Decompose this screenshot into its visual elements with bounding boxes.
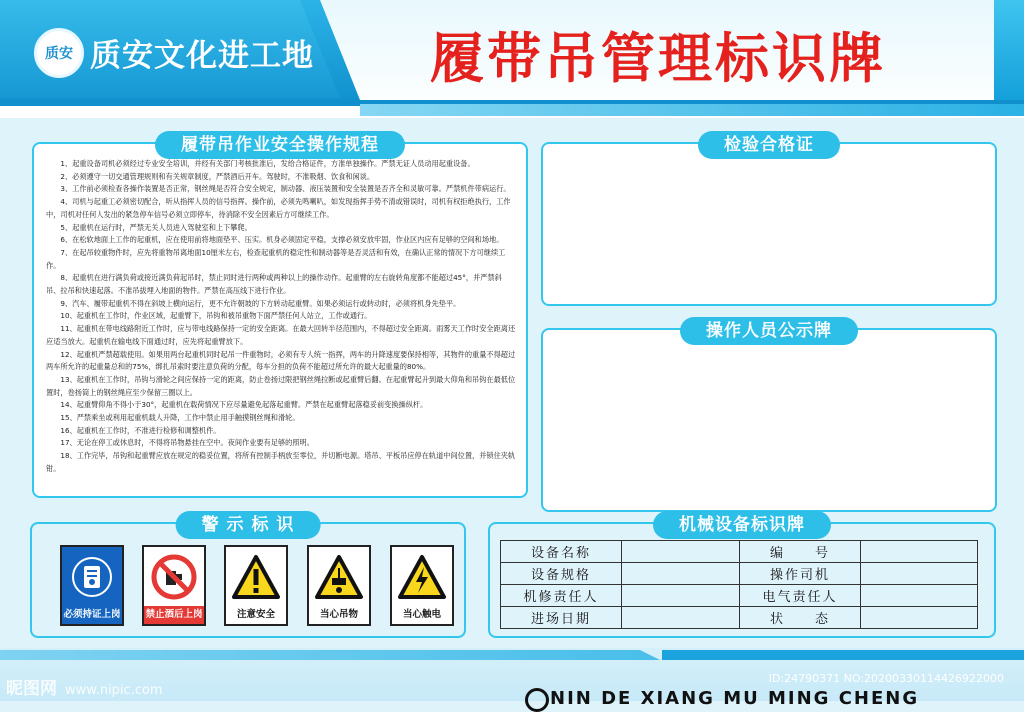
table-cell: 进场日期: [501, 607, 622, 629]
rule-item: 14、起重臂仰角不得小于30°，起重机在载荷情况下应尽量避免起落起重臂。严禁在起重臂起落稳妥前变换操纵杆。: [60, 400, 428, 410]
machine-title: 机械设备标识牌: [653, 511, 831, 539]
sign-caution: [224, 545, 288, 626]
watermark-url: www.nipic.com: [65, 683, 163, 698]
table-value-cell[interactable]: [622, 541, 740, 563]
sign-hanging-load: [307, 545, 371, 626]
sign-no-drinking: [142, 545, 206, 626]
table-row: [501, 585, 978, 607]
rule-item: 16、起重机在工作时，不准进行检修和调整机件。: [60, 425, 221, 435]
certificate-icon: [62, 547, 122, 606]
watermark-site: [6, 674, 163, 699]
logo: 质安: [34, 28, 84, 78]
certificate-panel: [541, 135, 997, 306]
staff-title: 操作人员公示牌: [680, 317, 858, 345]
watermark-site-name: 昵图网: [6, 679, 57, 699]
rule-item: 3、工作前必须检查各操作装置是否正常，钢丝绳是否符合安全规定，制动器、液压装置和安全装置是否齐全和灵敏可靠。严禁机件带病运行。: [60, 184, 511, 194]
machine-table: [500, 540, 978, 629]
rule-item: 2、必须遵守一切交通管理规则和有关规章制度，严禁酒后开车。驾驶时，不准吸烟、饮食和闲谈。: [60, 171, 375, 181]
rule-item: 7、在起吊较重物件时，应先将重物吊离地面10厘米左右，检查起重机的稳定性和制动器等是否灵活和有效，在确认正常的情况下方可继续工作。: [46, 247, 506, 270]
rule-item: 13、起重机在工作时，吊钩与滑轮之间应保持一定的距离，防止卷扬过限把钢丝绳拉断或起重臂后翻。在起重臂起升到最大仰角和吊钩在最低位置时，卷扬筒上的钢丝绳应至少保留三圈以上。: [46, 374, 516, 397]
page-title: 履带吊管理标识牌: [430, 27, 886, 90]
table-value-cell[interactable]: [622, 607, 740, 629]
table-row: [501, 563, 978, 585]
sign-label: 当心吊物: [319, 609, 358, 620]
sign-label: 当心触电: [402, 609, 441, 620]
rule-item: 1、起重设备司机必须经过专业安全培训，并经有关部门考核批准后，发给合格证件，方准单独操作。严禁无证人员动用起重设备。: [60, 159, 475, 168]
brand-name: 质安文化进工地: [90, 38, 314, 74]
watermark-id: ID:24790371 NO:20200330114426922000: [768, 672, 1004, 685]
header-right-strip: [994, 0, 1024, 100]
header-accent-bar: [360, 104, 1024, 116]
table-value-cell[interactable]: [622, 563, 740, 585]
rule-item: 12、起重机严禁超载使用。如果用两台起重机同时起吊一件重物时，必须有专人统一指挥，两车的升降速度要保持相等，其物件的重量不得超过两车所允许的起重量总和的75%，绑扎吊索时要注意负荷的分配，每车分担的负荷不能超过所允许的最大起重量的80%。: [46, 349, 516, 372]
rule-item: 8、起重机在进行满负荷或接近满负荷起吊时，禁止同时进行两种或两种以上的操作动作。起重臂的左右旋转角度都不能超过45°，并严禁斜吊、拉吊和快速起落。不准吊拔埋入地面的物件。严禁在高压线下进行作业。: [46, 273, 502, 296]
sign-certificate: [60, 545, 124, 626]
table-row: [501, 541, 978, 563]
table-value-cell[interactable]: [861, 563, 978, 585]
exclamation-warning-icon: [226, 547, 286, 606]
rules-title: 履带吊作业安全操作规程: [155, 131, 405, 159]
no-drinking-icon: [144, 547, 204, 606]
table-value-cell[interactable]: [861, 585, 978, 607]
sign-label: 必须持证上岗: [62, 606, 122, 624]
table-value-cell[interactable]: [622, 585, 740, 607]
rule-item: 17、无论在停工或休息时，不得将吊物悬挂在空中。夜间作业要有足够的照明。: [60, 438, 314, 448]
table-cell: 设备名称: [501, 541, 622, 563]
electric-shock-icon: [392, 547, 452, 606]
footer-accent-bar-right: [662, 650, 1024, 660]
rule-item: 11、起重机在带电线路附近工作时，应与带电线路保持一定的安全距离。在最大回转半径范围内，不得超过安全距离。雨雾天工作时安全距离还应适当放大。起重机在输电线下面通过时，应先将起重臂放下。: [46, 324, 516, 346]
rule-item: 18、工作完毕，吊钩和起重臂应放在规定的稳妥位置，将所有控制手柄放至零位，并切断电源。塔吊、平板吊应停在轨道中间位置，并锁住夹轨钳。: [46, 451, 516, 473]
rule-item: 5、起重机在运行时，严禁无关人员进入驾驶室和上下攀爬。: [60, 222, 252, 232]
sign-electric: [390, 545, 454, 626]
table-cell: 机修责任人: [501, 585, 622, 607]
staff-panel: [541, 321, 997, 512]
table-row: [501, 607, 978, 629]
rule-item: 9、汽车、履带起重机不得在斜坡上横向运行，更不允许朝坡的下方转动起重臂。如果必须运行或转动时，必须将机身先垫平。: [60, 298, 461, 308]
warning-title: 警 示 标 识: [176, 511, 321, 539]
nickname-text: NIN DE XIANG MU MING CHENG: [550, 688, 920, 709]
table-cell: 编 号: [740, 541, 861, 563]
hanging-load-icon: [309, 547, 369, 606]
certificate-title: 检验合格证: [698, 131, 840, 159]
table-value-cell[interactable]: [861, 607, 978, 629]
rule-item: 10、起重机在工作时，作业区域，起重臂下，吊钩和被吊重物下面严禁任何人站立，工作或通行。: [60, 311, 372, 321]
table-value-cell[interactable]: [861, 541, 978, 563]
sign-label: 注意安全: [236, 609, 275, 620]
table-cell: 状 态: [740, 607, 861, 629]
rule-item: 6、在松软地面上工作的起重机，应在使用前将地面垫平、压实。机身必须固定平稳，支撑必须安放牢固，作业区内应有足够的空间和场地。: [60, 235, 504, 245]
table-cell: 操作司机: [740, 563, 861, 585]
rule-item: 15、严禁乘坐或利用起重机载人升降，工作中禁止用手触摸钢丝绳和滑轮。: [60, 413, 300, 423]
nickname-circle-icon: [525, 688, 549, 712]
table-cell: 设备规格: [501, 563, 622, 585]
rules-list: [46, 158, 516, 488]
rule-item: 4、司机与起重工必须密切配合，听从指挥人员的信号指挥。操作前，必须先鸣喇叭，如发现指挥手势不清或错误时，司机有权拒绝执行，工作中，司机对任何人发出的紧急停车信号必须立即停车，待消除不安全因素后方可继续工作。: [46, 197, 511, 219]
sign-label: 禁止酒后上岗: [144, 606, 204, 624]
table-cell: 电气责任人: [740, 585, 861, 607]
rules-panel: [32, 135, 528, 498]
